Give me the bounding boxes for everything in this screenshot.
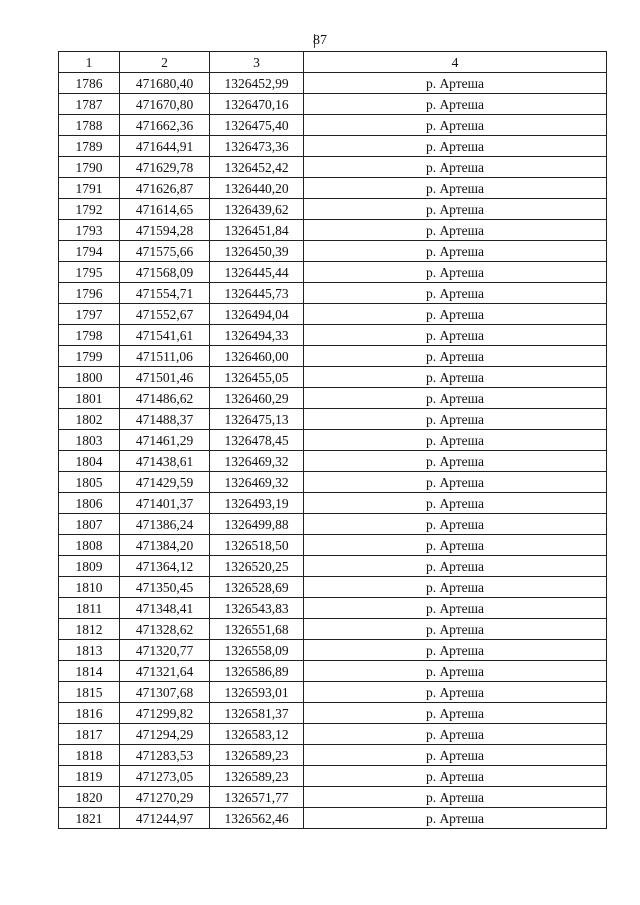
x-coordinate-cell: 471575,66	[120, 241, 210, 262]
description-cell: р. Артеша	[304, 199, 607, 220]
description-cell: р. Артеша	[304, 430, 607, 451]
x-coordinate-cell: 471552,67	[120, 304, 210, 325]
x-coordinate-cell: 471680,40	[120, 73, 210, 94]
x-coordinate-cell: 471488,37	[120, 409, 210, 430]
table-row	[59, 178, 607, 199]
table-row	[59, 493, 607, 514]
x-coordinate-cell: 471273,05	[120, 766, 210, 787]
table-row	[59, 241, 607, 262]
y-coordinate-cell: 1326589,23	[210, 745, 304, 766]
point-number-cell: 1813	[59, 640, 120, 661]
x-coordinate-cell: 471614,65	[120, 199, 210, 220]
point-number-cell: 1791	[59, 178, 120, 199]
y-coordinate-cell: 1326452,99	[210, 73, 304, 94]
description-cell: р. Артеша	[304, 682, 607, 703]
point-number-cell: 1820	[59, 787, 120, 808]
description-cell: р. Артеша	[304, 346, 607, 367]
table-row	[59, 808, 607, 829]
y-coordinate-cell: 1326469,32	[210, 472, 304, 493]
point-number-cell: 1816	[59, 703, 120, 724]
x-coordinate-cell: 471364,12	[120, 556, 210, 577]
x-coordinate-cell: 471299,82	[120, 703, 210, 724]
description-cell: р. Артеша	[304, 304, 607, 325]
table-row	[59, 430, 607, 451]
point-number-cell: 1807	[59, 514, 120, 535]
y-coordinate-cell: 1326543,83	[210, 598, 304, 619]
description-cell: р. Артеша	[304, 556, 607, 577]
point-number-cell: 1788	[59, 115, 120, 136]
table-row	[59, 388, 607, 409]
x-coordinate-cell: 471644,91	[120, 136, 210, 157]
y-coordinate-cell: 1326520,25	[210, 556, 304, 577]
point-number-cell: 1810	[59, 577, 120, 598]
table-row	[59, 514, 607, 535]
page-number: 87	[313, 33, 327, 48]
y-coordinate-cell: 1326445,44	[210, 262, 304, 283]
y-coordinate-cell: 1326558,09	[210, 640, 304, 661]
point-number-cell: 1814	[59, 661, 120, 682]
point-number-cell: 1809	[59, 556, 120, 577]
table-row	[59, 556, 607, 577]
y-coordinate-cell: 1326528,69	[210, 577, 304, 598]
x-coordinate-cell: 471321,64	[120, 661, 210, 682]
column-header-1: 1	[59, 52, 120, 73]
x-coordinate-cell: 471629,78	[120, 157, 210, 178]
point-number-cell: 1811	[59, 598, 120, 619]
description-cell: р. Артеша	[304, 241, 607, 262]
description-cell: р. Артеша	[304, 451, 607, 472]
point-number-cell: 1793	[59, 220, 120, 241]
x-coordinate-cell: 471541,61	[120, 325, 210, 346]
point-number-cell: 1792	[59, 199, 120, 220]
description-cell: р. Артеша	[304, 787, 607, 808]
x-coordinate-cell: 471307,68	[120, 682, 210, 703]
x-coordinate-cell: 471401,37	[120, 493, 210, 514]
description-cell: р. Артеша	[304, 766, 607, 787]
description-cell: р. Артеша	[304, 178, 607, 199]
y-coordinate-cell: 1326445,73	[210, 283, 304, 304]
table-row	[59, 598, 607, 619]
description-cell: р. Артеша	[304, 640, 607, 661]
y-coordinate-cell: 1326451,84	[210, 220, 304, 241]
point-number-cell: 1808	[59, 535, 120, 556]
description-cell: р. Артеша	[304, 73, 607, 94]
column-header-3: 3	[210, 52, 304, 73]
description-cell: р. Артеша	[304, 388, 607, 409]
table-body	[59, 73, 607, 829]
table-row	[59, 304, 607, 325]
table-row	[59, 220, 607, 241]
description-cell: р. Артеша	[304, 577, 607, 598]
y-coordinate-cell: 1326470,16	[210, 94, 304, 115]
y-coordinate-cell: 1326593,01	[210, 682, 304, 703]
y-coordinate-cell: 1326562,46	[210, 808, 304, 829]
description-cell: р. Артеша	[304, 220, 607, 241]
point-number-cell: 1799	[59, 346, 120, 367]
table-row	[59, 346, 607, 367]
y-coordinate-cell: 1326518,50	[210, 535, 304, 556]
x-coordinate-cell: 471511,06	[120, 346, 210, 367]
y-coordinate-cell: 1326589,23	[210, 766, 304, 787]
y-coordinate-cell: 1326478,45	[210, 430, 304, 451]
table-row	[59, 136, 607, 157]
description-cell: р. Артеша	[304, 745, 607, 766]
table-row	[59, 472, 607, 493]
x-coordinate-cell: 471554,71	[120, 283, 210, 304]
y-coordinate-cell: 1326452,42	[210, 157, 304, 178]
x-coordinate-cell: 471670,80	[120, 94, 210, 115]
x-coordinate-cell: 471438,61	[120, 451, 210, 472]
description-cell: р. Артеша	[304, 262, 607, 283]
description-cell: р. Артеша	[304, 661, 607, 682]
description-cell: р. Артеша	[304, 535, 607, 556]
point-number-cell: 1795	[59, 262, 120, 283]
description-cell: р. Артеша	[304, 619, 607, 640]
x-coordinate-cell: 471244,97	[120, 808, 210, 829]
point-number-cell: 1817	[59, 724, 120, 745]
description-cell: р. Артеша	[304, 94, 607, 115]
x-coordinate-cell: 471283,53	[120, 745, 210, 766]
x-coordinate-cell: 471270,29	[120, 787, 210, 808]
table-row	[59, 766, 607, 787]
x-coordinate-cell: 471350,45	[120, 577, 210, 598]
x-coordinate-cell: 471486,62	[120, 388, 210, 409]
y-coordinate-cell: 1326460,00	[210, 346, 304, 367]
table-row	[59, 619, 607, 640]
x-coordinate-cell: 471429,59	[120, 472, 210, 493]
point-number-cell: 1803	[59, 430, 120, 451]
point-number-cell: 1804	[59, 451, 120, 472]
x-coordinate-cell: 471662,36	[120, 115, 210, 136]
y-coordinate-cell: 1326473,36	[210, 136, 304, 157]
table-row	[59, 325, 607, 346]
y-coordinate-cell: 1326494,04	[210, 304, 304, 325]
description-cell: р. Артеша	[304, 598, 607, 619]
y-coordinate-cell: 1326475,40	[210, 115, 304, 136]
x-coordinate-cell: 471626,87	[120, 178, 210, 199]
table-row	[59, 577, 607, 598]
table-row	[59, 682, 607, 703]
description-cell: р. Артеша	[304, 325, 607, 346]
description-cell: р. Артеша	[304, 115, 607, 136]
table-row	[59, 157, 607, 178]
y-coordinate-cell: 1326440,20	[210, 178, 304, 199]
table-row	[59, 199, 607, 220]
table-row	[59, 703, 607, 724]
table-row	[59, 451, 607, 472]
point-number-cell: 1802	[59, 409, 120, 430]
table-row	[59, 409, 607, 430]
y-coordinate-cell: 1326493,19	[210, 493, 304, 514]
x-coordinate-cell: 471328,62	[120, 619, 210, 640]
y-coordinate-cell: 1326455,05	[210, 367, 304, 388]
x-coordinate-cell: 471294,29	[120, 724, 210, 745]
point-number-cell: 1812	[59, 619, 120, 640]
column-header-4: 4	[304, 52, 607, 73]
point-number-cell: 1786	[59, 73, 120, 94]
point-number-cell: 1798	[59, 325, 120, 346]
point-number-cell: 1800	[59, 367, 120, 388]
table-row	[59, 724, 607, 745]
description-cell: р. Артеша	[304, 157, 607, 178]
y-coordinate-cell: 1326583,12	[210, 724, 304, 745]
point-number-cell: 1794	[59, 241, 120, 262]
column-header-2: 2	[120, 52, 210, 73]
point-number-cell: 1818	[59, 745, 120, 766]
table-header-row	[59, 52, 607, 73]
description-cell: р. Артеша	[304, 409, 607, 430]
table-row	[59, 73, 607, 94]
y-coordinate-cell: 1326581,37	[210, 703, 304, 724]
x-coordinate-cell: 471594,28	[120, 220, 210, 241]
description-cell: р. Артеша	[304, 808, 607, 829]
table-row	[59, 661, 607, 682]
x-coordinate-cell: 471348,41	[120, 598, 210, 619]
description-cell: р. Артеша	[304, 514, 607, 535]
description-cell: р. Артеша	[304, 703, 607, 724]
x-coordinate-cell: 471320,77	[120, 640, 210, 661]
description-cell: р. Артеша	[304, 367, 607, 388]
x-coordinate-cell: 471386,24	[120, 514, 210, 535]
x-coordinate-cell: 471461,29	[120, 430, 210, 451]
table-row	[59, 262, 607, 283]
y-coordinate-cell: 1326571,77	[210, 787, 304, 808]
y-coordinate-cell: 1326450,39	[210, 241, 304, 262]
y-coordinate-cell: 1326551,68	[210, 619, 304, 640]
table-row	[59, 367, 607, 388]
description-cell: р. Артеша	[304, 136, 607, 157]
point-number-cell: 1797	[59, 304, 120, 325]
point-number-cell: 1787	[59, 94, 120, 115]
description-cell: р. Артеша	[304, 472, 607, 493]
description-cell: р. Артеша	[304, 283, 607, 304]
y-coordinate-cell: 1326586,89	[210, 661, 304, 682]
y-coordinate-cell: 1326499,88	[210, 514, 304, 535]
description-cell: р. Артеша	[304, 493, 607, 514]
table-row	[59, 94, 607, 115]
point-number-cell: 1821	[59, 808, 120, 829]
y-coordinate-cell: 1326494,33	[210, 325, 304, 346]
point-number-cell: 1789	[59, 136, 120, 157]
point-number-cell: 1806	[59, 493, 120, 514]
y-coordinate-cell: 1326475,13	[210, 409, 304, 430]
y-coordinate-cell: 1326439,62	[210, 199, 304, 220]
table-row	[59, 640, 607, 661]
point-number-cell: 1815	[59, 682, 120, 703]
point-number-cell: 1805	[59, 472, 120, 493]
y-coordinate-cell: 1326469,32	[210, 451, 304, 472]
table-row	[59, 535, 607, 556]
point-number-cell: 1801	[59, 388, 120, 409]
point-number-cell: 1790	[59, 157, 120, 178]
x-coordinate-cell: 471384,20	[120, 535, 210, 556]
table-row	[59, 745, 607, 766]
y-coordinate-cell: 1326460,29	[210, 388, 304, 409]
table-row	[59, 115, 607, 136]
x-coordinate-cell: 471501,46	[120, 367, 210, 388]
coordinates-table	[58, 51, 607, 829]
point-number-cell: 1796	[59, 283, 120, 304]
x-coordinate-cell: 471568,09	[120, 262, 210, 283]
table-row	[59, 283, 607, 304]
description-cell: р. Артеша	[304, 724, 607, 745]
table-row	[59, 787, 607, 808]
point-number-cell: 1819	[59, 766, 120, 787]
